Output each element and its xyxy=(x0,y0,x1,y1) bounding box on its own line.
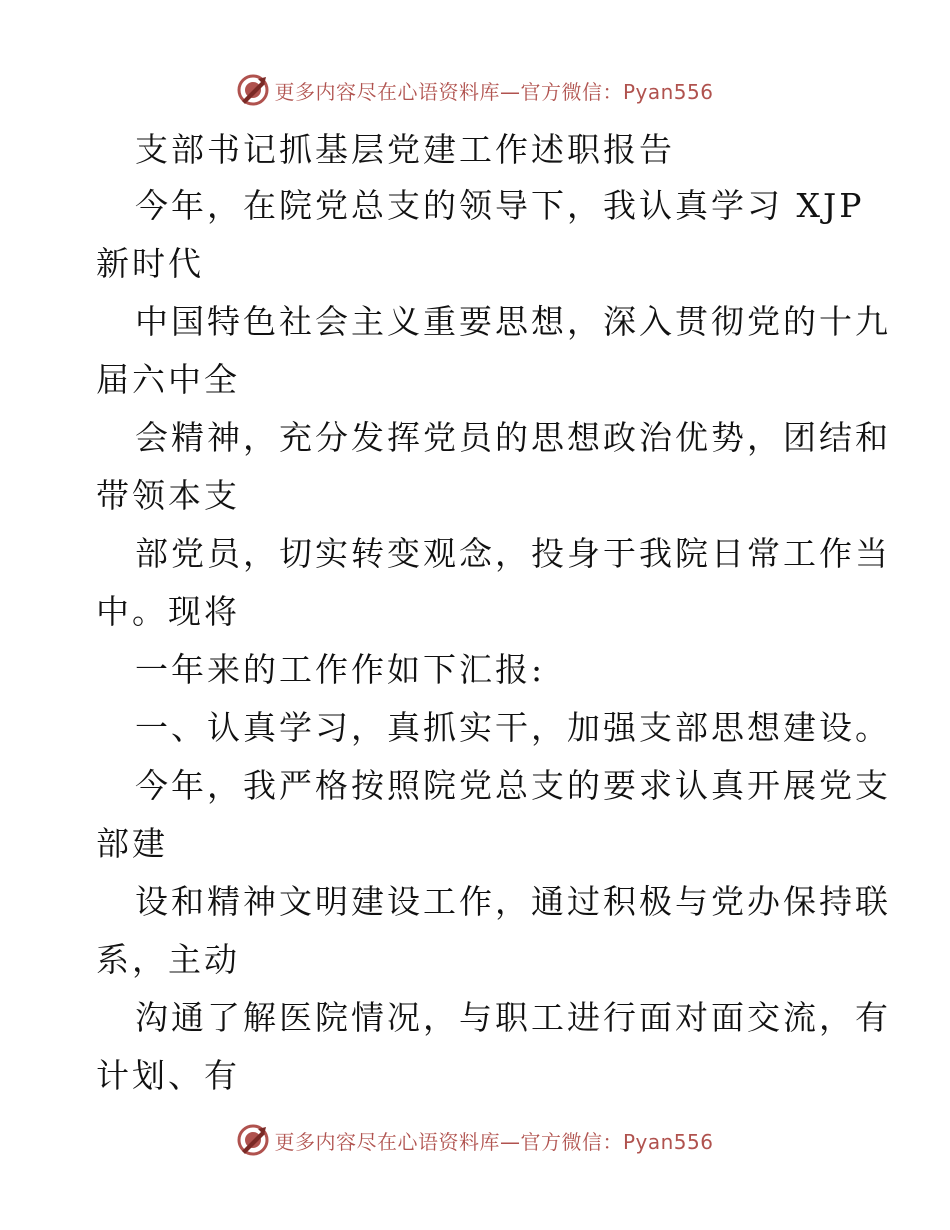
paragraph-line: 设和精神文明建设工作，通过积极与党办保持联 xyxy=(135,882,891,921)
paragraph-line: 部党员，切实转变观念，投身于我院日常工作当 xyxy=(135,534,891,573)
paragraph-line: 今年，在院党总支的领导下，我认真学习 XJP xyxy=(135,186,865,225)
paragraph-line: 计划、有 xyxy=(96,1056,240,1095)
paragraph-line: 中。现将 xyxy=(96,592,240,631)
paragraph-line: 新时代 xyxy=(96,244,204,283)
document-title: 支部书记抓基层党建工作述职报告 xyxy=(135,130,675,169)
paragraph-line: 系，主动 xyxy=(96,940,240,979)
paragraph-line: 今年，我严格按照院党总支的要求认真开展党支 xyxy=(135,766,891,805)
paragraph-line: 会精神，充分发挥党员的思想政治优势，团结和 xyxy=(135,418,891,457)
paragraph-line: 带领本支 xyxy=(96,476,240,515)
pen-logo-icon xyxy=(236,1123,270,1157)
watermark-text: 更多内容尽在心语资料库—官方微信：Pyan556 xyxy=(274,79,714,104)
header-watermark xyxy=(0,70,950,110)
footer-watermark xyxy=(0,1120,950,1160)
paragraph-line: 一年来的工作作如下汇报: xyxy=(135,650,546,689)
paragraph-line: 中国特色社会主义重要思想，深入贯彻党的十九 xyxy=(135,302,891,341)
pen-logo-icon xyxy=(236,73,270,107)
paragraph-line: 部建 xyxy=(96,824,168,863)
paragraph-line: 届六中全 xyxy=(96,360,240,399)
section-heading: 一、认真学习，真抓实干，加强支部思想建设。 xyxy=(135,708,891,747)
paragraph-line: 沟通了解医院情况，与职工进行面对面交流，有 xyxy=(135,998,891,1037)
watermark-text: 更多内容尽在心语资料库—官方微信：Pyan556 xyxy=(274,1129,714,1154)
